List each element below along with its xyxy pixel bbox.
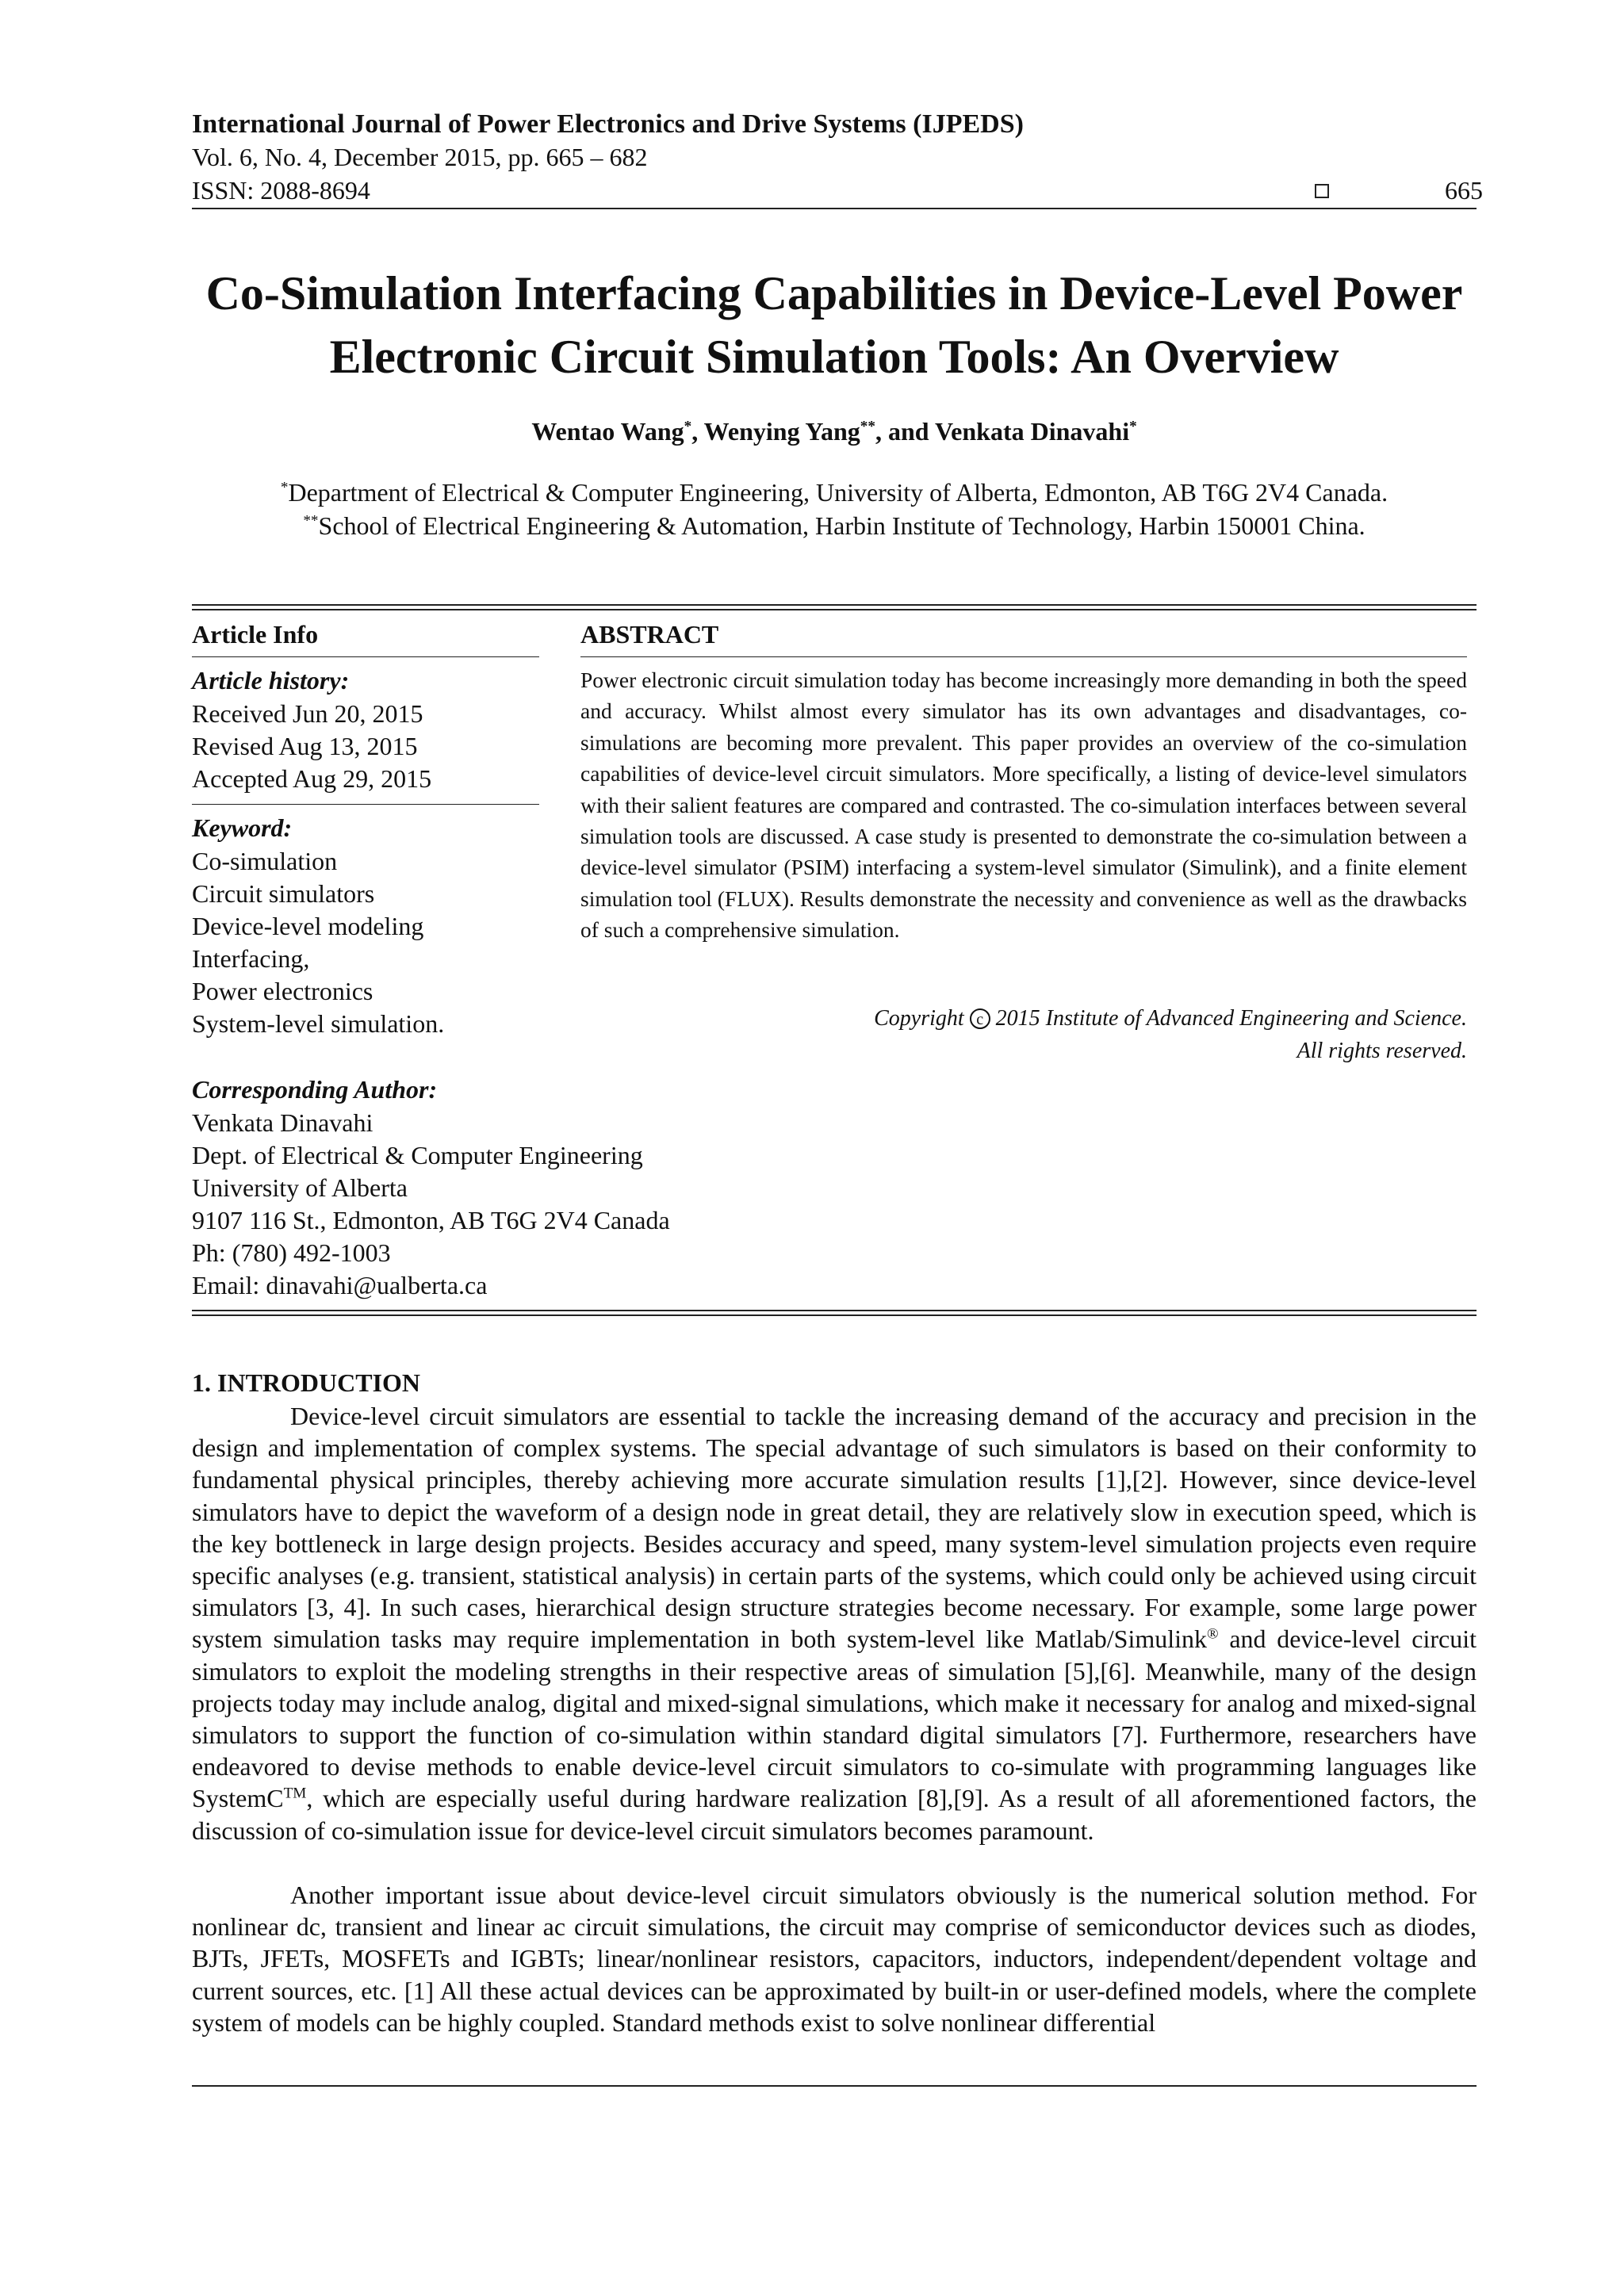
author-mark: * [684, 418, 692, 435]
author-name: Wenying Yang [703, 417, 860, 446]
author-list [192, 417, 1477, 446]
history-accepted: Accepted Aug 29, 2015 [192, 764, 432, 793]
abstract-text: Power electronic circuit simulation today has become increasingly more demanding in both the speed and accuracy. Whilst almost every simulator has its own advantages and disadvantages, co-simulations are becoming more prevalent. This paper provides an overview of the co-simulation capabilities of device-level circuit simulators. More specifically, a listing of device-level simulators with their salient features are compared and contrasted. The co-simulation interfaces between several simulation tools are discussed. A case study is presented to demonstrate the co-simulation between a device-level simulator (PSIM) interfacing a system-level simulator (Simulink), and a finite element simulation tool (FLUX). Results demonstrate the necessity and convenience as well as the drawbacks of such a comprehensive simulation. [580, 668, 1467, 943]
keyword-item: Circuit simulators [192, 879, 375, 908]
history-revised: Revised Aug 13, 2015 [192, 732, 418, 760]
corresponding-heading: Corresponding Author: [192, 1075, 438, 1104]
info-box-bottom-rule [192, 1310, 1477, 1311]
copyright-prefix: Copyright [874, 1006, 964, 1031]
introduction-paragraph-1 [192, 1400, 1477, 1846]
intro-p1-part-b: and device-level circuit simulators to exploit the modeling strengths in their respective areas of simulation [5],[6]. Meanwhile, many of the design projects today may include analog, digital and mixed-signal simulations, which make it necessary for analog and mixed-signal simulators to support the function of co-simulation within standard digital simulators [7]. Furthermore, researchers have endeavored to devise methods to enable device-level circuit simulators to co-simulate with programming languages like SystemC [192, 1624, 1477, 1813]
corresponding-email: Email: dinavahi@ualberta.ca [192, 1271, 488, 1299]
keyword-list [192, 845, 444, 1040]
author-separator: , [691, 417, 704, 446]
keyword-item: Power electronics [192, 977, 373, 1005]
copyright-text: 2015 Institute of Advanced Engineering and Science. [995, 1006, 1467, 1031]
keyword-item: Device-level modeling [192, 912, 424, 940]
corresponding-university: University of Alberta [192, 1173, 408, 1202]
corresponding-dept: Dept. of Electrical & Computer Engineering [192, 1141, 643, 1169]
copyright-icon: c [970, 1008, 990, 1029]
author-separator: , and [875, 417, 935, 446]
author-name: Venkata Dinavahi [934, 417, 1130, 446]
keyword-item: Interfacing, [192, 944, 310, 973]
corresponding-address: 9107 116 St., Edmonton, AB T6G 2V4 Canada [192, 1206, 670, 1234]
history-received: Received Jun 20, 2015 [192, 699, 423, 728]
journal-issn: ISSN: 2088-8694 [192, 176, 370, 205]
affiliation-mark: * [280, 479, 289, 496]
copyright-notice [580, 1002, 1467, 1067]
info-box-top-rule-inner [192, 609, 1477, 610]
journal-name: International Journal of Power Electronics and Drive Systems (IJPEDS) [192, 109, 1024, 139]
introduction-paragraph-2: Another important issue about device-level circuit simulators obviously is the numerical solution method. For nonlinear dc, transient and linear ac circuit simulations, the circuit may comprise of semiconductor devices such as diodes, BJTs, JFETs, MOSFETs and IGBTs; linear/nonlinear resistors, capacitors, inductors, independent/dependent voltage and current sources, etc. [1] All these actual devices can be approximated by built-in or user-defined models, where the complete system of models can be highly coupled. Standard methods exist to solve nonlinear differential [192, 1881, 1477, 2037]
info-box-top-rule [192, 604, 1477, 606]
affiliation-text: School of Electrical Engineering & Automation, Harbin Institute of Technology, Harbin 150001 China. [318, 511, 1365, 540]
affiliations [192, 476, 1477, 542]
affiliation-text: Department of Electrical & Computer Engineering, University of Alberta, Edmonton, AB T6G 2V4 Canada. [288, 478, 1388, 507]
affiliation-line [192, 476, 1477, 509]
page-number: 665 [1445, 176, 1483, 205]
intro-p1-part-c: , which are especially useful during hardware realization [8],[9]. As a result of all aforementioned factors, the discussion of co-simulation issue for device-level circuit simulators becomes paramount. [192, 1784, 1477, 1845]
abstract-rule [580, 656, 1467, 657]
affiliation-line [192, 509, 1477, 542]
keyword-rule [192, 804, 539, 805]
intro-p1-part-a: Device-level circuit simulators are essential to tackle the increasing demand of the accuracy and precision in the design and implementation of complex systems. The special advantage of such simulators is based on their conformity to fundamental physical principles, thereby achieving more accurate simulation results [1],[2]. However, since device-level simulators have to depict the waveform of a design node in great detail, they are relatively slow in execution speed, which is the key bottleneck in large design projects. Besides accuracy and speed, many system-level simulation projects even require specific analyses (e.g. transient, statistical analysis) in certain parts of the systems, which could only be achieved using circuit simulators [3, 4]. In such cases, hierarchical design structure strategies become necessary. For example, some large power system simulation tasks may require implementation in both system-level like Matlab/Simulink [192, 1402, 1477, 1654]
square-icon [1315, 184, 1329, 198]
title-line-1: Co-Simulation Interfacing Capabilities in Device-Level Power [205, 267, 1463, 320]
corresponding-name: Venkata Dinavahi [192, 1108, 373, 1137]
article-history-list [192, 698, 431, 795]
author-mark: ** [860, 418, 875, 435]
corresponding-details [192, 1107, 670, 1302]
affiliation-mark: ** [303, 512, 319, 530]
article-info-rule [192, 656, 539, 657]
article-info-heading: Article Info [192, 620, 319, 649]
registered-mark: ® [1207, 1625, 1219, 1643]
trademark-mark: TM [283, 1785, 307, 1802]
introduction-heading: 1. INTRODUCTION [192, 1368, 421, 1397]
title-line-2: Electronic Circuit Simulation Tools: An Overview [329, 331, 1339, 383]
corresponding-phone: Ph: (780) 492-1003 [192, 1238, 391, 1267]
info-box-bottom-rule-inner [192, 1314, 1477, 1316]
abstract-heading: ABSTRACT [580, 620, 719, 649]
article-history-heading: Article history: [192, 666, 350, 695]
journal-volume: Vol. 6, No. 4, December 2015, pp. 665 – 682 [192, 143, 648, 171]
footer-rule [192, 2085, 1477, 2087]
keyword-item: Co-simulation [192, 847, 338, 875]
paper-title [192, 262, 1477, 388]
author-mark: * [1129, 418, 1137, 435]
header-rule [192, 208, 1477, 209]
author-name: Wentao Wang [531, 417, 684, 446]
keyword-heading: Keyword: [192, 813, 293, 842]
rights-reserved: All rights reserved. [1297, 1039, 1467, 1063]
keyword-item: System-level simulation. [192, 1009, 445, 1038]
